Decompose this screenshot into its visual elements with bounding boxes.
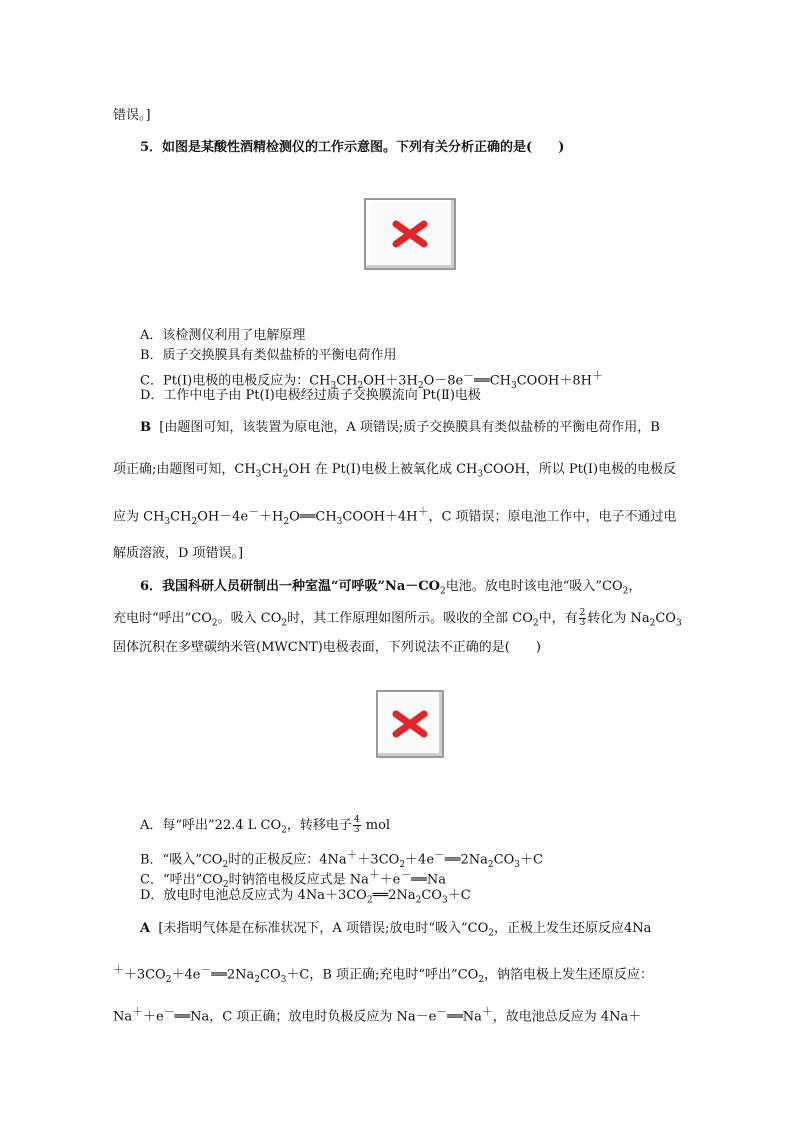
fraction-four-thirds: $\frac{4}{3}$ [353,815,360,835]
broken-image-placeholder [364,198,456,270]
answer-5-line4: 解质溶液，D 项错误。] [113,546,244,561]
option-c: C．“呼出$”CO_2$时钠箔电极反应式是 Na＋＋e－══Na [140,868,446,890]
question-6-line2: 充电时“呼出$”CO_2$。吸入 $CO_2$时，其工作原理如图所示。吸收的全部 $CO_2$中，有 $\frac{2}{3}$ 转化为 $Na_2CO_3$ [113,608,682,629]
option-d: D．工作中电子由 Pt(Ⅰ)电极经过质子交换膜流向 Pt(Ⅱ)电极 [140,388,481,403]
option-a: A．该检测仪利用了电解原理 [140,328,306,343]
option-a: A．每“呼出”22.4 L $CO_2$，转移电子 $\frac{4}{3}$ mol [140,815,391,836]
option-b: B．“吸入$”CO_2$时的正极反应：$4Na^++3CO_2+4e^-══2Na_2CO_3+C$ [140,848,543,870]
option-b: B．质子交换膜具有类似盐桥的平衡电荷作用 [140,348,397,363]
answer-6-line3: Na＋＋e－══Na，C 项正确；放电时负极反应为 Na－e－══Na＋，故电池总反应为 4Na＋ [113,1005,642,1025]
question-6-line1: 6．我国科研人员研制出一种室温“可呼吸$”Na-CO_2$电池。放电时该电池“吸入$”CO_2$， [140,579,642,597]
question-6-line3: 固体沉积在多壁碳纳米管(MWCNT)电极表面，下列说法不正确的是( ) [113,640,541,655]
answer-5-line2: 项正确;由题图可知，$CH_3CH_2OH$ 在 Pt(Ⅰ)电极上被氧化成 $CH_3COOH$，所以 Pt(Ⅰ)电极的电极反 [113,462,677,480]
text-line: 错误。] [113,108,151,123]
question-5: 5．如图是某酸性酒精检测仪的工作示意图。下列有关分析正确的是( ) [140,140,565,155]
option-d: D．放电时电池总反应式为 $4Na+3CO_2══2Na_2CO_3+C$ [140,888,471,906]
option-c: C．Pt(Ⅰ)电极的电极反应为：$CH_3CH_2OH+3H_2O-8e^-══CH_3COOH+8H^+$ [140,369,603,391]
answer-6-line1: A [未指明气体是在标准状况下，A 项错误;放电时“吸入$”CO_2$，正极上发生还原反应4Na [140,921,652,939]
broken-image-icon [392,220,428,248]
broken-image-placeholder [376,690,444,758]
answer-5-line1: B [由题图可知，该装置为原电池，A 项错误;质子交换膜具有类似盐桥的平衡电荷作用，B [140,420,660,435]
answer-5-line3: 应为 $CH_3CH_2OH-4e^-+H_2O══CH_3COOH+4H^+$，C 项错误；原电池工作中，电子不通过电 [113,505,677,527]
fraction-two-thirds: $\frac{2}{3}$ [579,608,586,628]
answer-6-line2: $^++3CO_2+4e^-══2Na_2CO_3+C$，B 项正确;充电时“呼出$”CO_2$，钠箔电极上发生还原反应： [113,963,654,985]
broken-image-icon [392,710,428,738]
